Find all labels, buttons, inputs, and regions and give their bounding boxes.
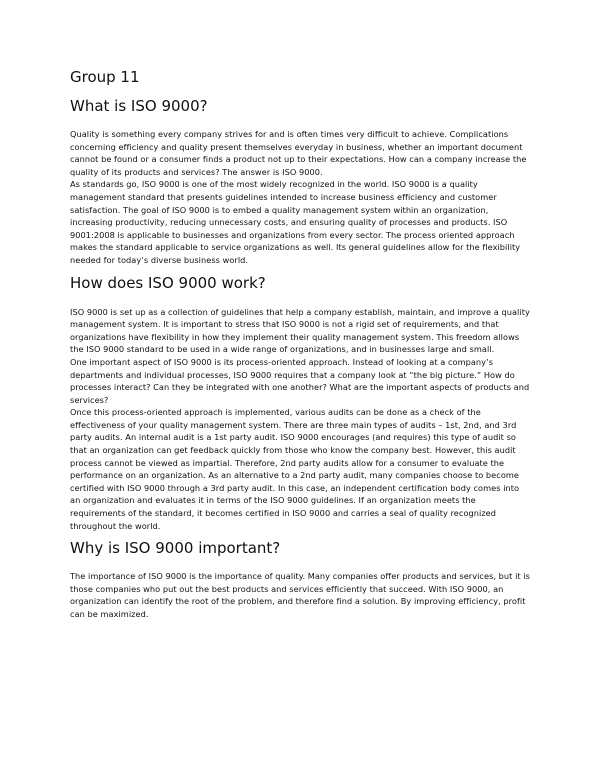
paragraph: Quality is something every company strives for and is often times very difficult to achieve. Complications concerning efficiency and quality present themselves everyday in business, whether an important document cannot be found or a consumer finds a product not up to their expectations. How can a company increase the quality of its products and services? The answer is ISO 9000. (70, 129, 527, 177)
section-heading: How does ISO 9000 work? (70, 273, 266, 292)
paragraph: As standards go, ISO 9000 is one of the most widely recognized in the world. ISO 9000 is a quality management standard that presents guidelines intended to increase business efficiency and customer satisfaction. The goal of ISO 9000 is to embed a quality management system within an organization, increasing productivity, reducing unnecessary costs, and ensuring quality of processes and products. ISO 9001:2008 is applicable to businesses and organizations from every sector. The process oriented approach makes the standard applicable to service organizations as well. Its general guidelines allow for the flexibility needed for today’s diverse business world. (70, 179, 521, 265)
section-heading: What is ISO 9000? (70, 97, 208, 115)
section-why-is-iso-important (70, 539, 532, 620)
document-page (70, 68, 532, 628)
paragraph: ISO 9000 is set up as a collection of guidelines that help a company establish, maintain, and improve a quality management system. It is important to stress that ISO 9000 is not a rigid set of requirements, and that organizations have flexibility in how they implement their quality management system. This freedom allows the ISO 9000 standard to be used in a wide range of organizations, and in businesses large and small. (70, 306, 530, 355)
section-what-is-iso (70, 97, 532, 267)
paragraph: One important aspect of ISO 9000 is its process-oriented approach. Instead of looking at a company’s departments and individual processes, ISO 9000 requires that a company look at “the big picture.” How do processes interact? Can they be integrated with one another? What are the important aspects of products and services? (70, 356, 530, 405)
section-heading: Why is ISO 9000 important? (70, 539, 281, 558)
section-how-does-iso-work (70, 274, 532, 533)
paragraph: The importance of ISO 9000 is the importance of quality. Many companies offer products and services, but it is those companies who put out the best products and services efficiently that succeed. With ISO 9000, an organization can identify the root of the problem, and therefore find a solution. By improving efficiency, profit can be maximized. (70, 571, 530, 619)
group-title: Group 11 (70, 68, 140, 86)
paragraph: Once this process-oriented approach is implemented, various audits can be done as a check of the effectiveness of your quality management system. There are three main types of audits – 1st, 2nd, and 3rd party audits. An internal audit is a 1st party audit. ISO 9000 encourages (and requires) this type of audit so that an organization can get feedback quickly from those who know the company best. However, this audit process cannot be viewed as impartial. Therefore, 2nd party audits allow for a consumer to evaluate the performance on an organization. As an alternative to a 2nd party audit, many companies choose to become certified with ISO 9000 through a 3rd party audit. In this case, an independent certification body comes into an organization and evaluates it in terms of the ISO 9000 guidelines. If an organization meets the requirements of the standard, it becomes certified in ISO 9000 and carries a seal of quality recognized throughout the world. (70, 407, 520, 531)
